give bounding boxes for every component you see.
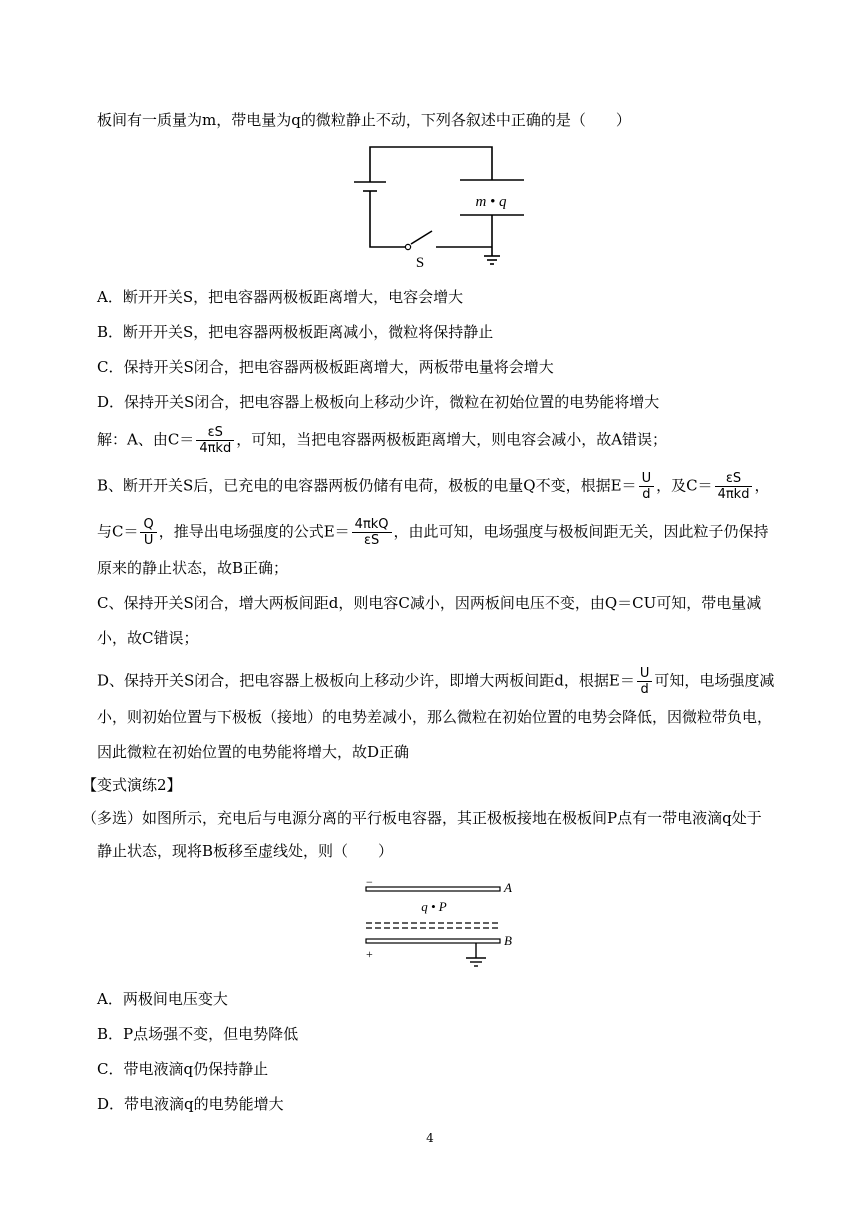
frac-num: εS	[196, 425, 234, 441]
sol2-text-b: ，及C＝	[656, 476, 713, 495]
plus-sign: +	[366, 947, 373, 961]
q1-option-c: C．保持开关S闭合，把电容器两极板距离增大，两板带电量将会增大	[97, 358, 554, 376]
sol2-text-a: B、断开开关S后，已充电的电容器两板仍储有电荷，极板的电量Q不变，根据E＝	[97, 476, 637, 495]
frac-den: 4πkd	[199, 441, 232, 456]
formula-field	[639, 471, 655, 502]
q2-option-a: A．两极间电压变大	[97, 990, 228, 1008]
frac-num: Q	[140, 517, 156, 533]
formula-capacitance	[196, 425, 234, 456]
particle-label: m • q	[475, 194, 507, 210]
formula-field-strength	[352, 517, 392, 548]
q1-option-d: D．保持开关S闭合，把电容器上极板向上移动少许，微粒在初始位置的电势能将增大	[97, 393, 660, 411]
sol2-text-c: ，	[754, 476, 770, 495]
circuit-diagram	[350, 142, 530, 270]
solution-line-1	[97, 425, 667, 456]
q2-option-c: C．带电液滴q仍保持静止	[97, 1060, 269, 1078]
q1-option-b: B．断开开关S，把电容器两极板距离减小，微粒将保持静止	[97, 323, 494, 341]
solution-line-8: 小，则初始位置与下极板（接地）的电势差减小，那么微粒在初始位置的电势会降低，因微粒带负电，	[97, 708, 773, 726]
formula-capacitance	[715, 471, 753, 502]
solution-line-6: 小，故C错误；	[97, 629, 199, 647]
formula-capacitance-qu	[140, 517, 156, 548]
minus-sign: −	[366, 878, 373, 889]
frac-den: U	[143, 533, 154, 548]
solution-line-5: C、保持开关S闭合，增大两板间距d，则电容C减小，因两板间电压不变，由Q＝CU可知，带电量减	[97, 594, 762, 612]
solution-line-2	[97, 471, 769, 502]
frac-num: U	[637, 666, 653, 682]
sol3-text-a: 与C＝	[97, 522, 139, 541]
frac-den: d	[642, 487, 651, 502]
question2-stem-1: （多选）如图所示，充电后与电源分离的平行板电容器，其正极板接地在极板间P点有一带电液滴q处于	[82, 809, 762, 827]
sol1-text-a: 解：A、由C＝	[97, 430, 195, 449]
plate-a-label: A	[504, 880, 512, 895]
frac-den: 4πkd	[717, 487, 750, 502]
section-heading: 【变式演练2】	[82, 776, 182, 794]
solution-line-9: 因此微粒在初始位置的电势能将增大，故D正确	[97, 743, 410, 761]
frac-num: U	[639, 471, 655, 487]
q1-option-a: A．断开开关S，把电容器两极板距离增大，电容会增大	[97, 288, 464, 306]
sol7-text-b: 可知，电场强度减	[654, 671, 775, 690]
page-number: 4	[426, 1131, 434, 1145]
solution-line-4: 原来的静止状态，故B正确；	[97, 559, 289, 577]
plate-b-label: B	[504, 933, 512, 948]
frac-den: εS	[363, 533, 380, 548]
sol3-text-c: ，由此可知，电场强度与极板间距无关，因此粒子仍保持	[393, 522, 769, 541]
question1-stem: 板间有一质量为m，带电量为q的微粒静止不动，下列各叙述中正确的是（ ）	[97, 111, 631, 129]
frac-den: d	[640, 682, 649, 697]
solution-line-3	[97, 517, 769, 548]
frac-num: εS	[715, 471, 753, 487]
sol1-text-b: ，可知，当把电容器两极板距离增大，则电容会减小，故A错误；	[236, 430, 668, 449]
solution-line-7	[97, 666, 774, 697]
sol3-text-b: ，推导出电场强度的公式E＝	[158, 522, 350, 541]
switch-label: S	[415, 255, 425, 270]
particle-label: q • P	[421, 899, 447, 914]
frac-num: 4πkQ	[352, 517, 392, 533]
question2-stem-2: 静止状态，现将B板移至虚线处，则（ ）	[97, 842, 394, 860]
q2-option-d: D．带电液滴q的电势能增大	[97, 1095, 284, 1113]
capacitor-plates-diagram	[360, 878, 520, 970]
sol7-text-a: D、保持开关S闭合，把电容器上极板向上移动少许，即增大两板间距d，根据E＝	[97, 671, 635, 690]
q2-option-b: B．P点场强不变，但电势降低	[97, 1025, 299, 1043]
formula-field	[637, 666, 653, 697]
